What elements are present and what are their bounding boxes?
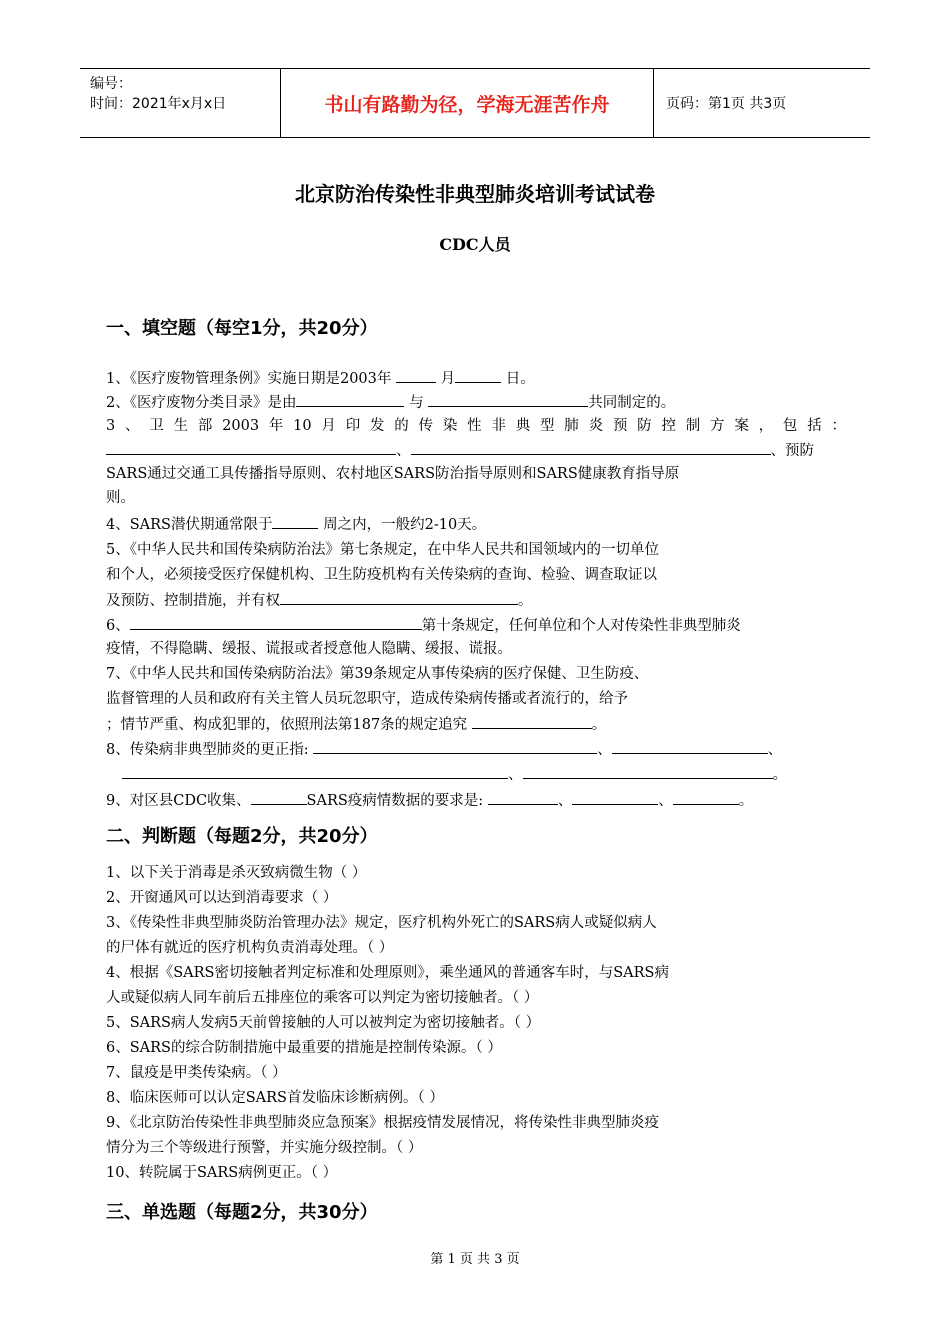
answer-blank[interactable] [106,438,396,455]
answer-blank[interactable] [523,762,773,779]
number-label: 编号： [90,76,132,92]
judge-question-9-line2: 情分为三个等级进行预警，并实施分级控制。（ ） [106,1140,423,1156]
fill-question-7-line2: 监督管理的人员和政府有关主管人员玩忽职守，造成传染病传播或者流行的，给予 [106,691,628,707]
judge-question-6: 6、SARS的综合防制措施中最重要的措施是控制传染源。（ ） [106,1040,502,1056]
header-motto: 书山有路勤为径，学海无涯苦作舟 [281,69,654,137]
section2-heading: 二、判断题（每题2分，共20分） [106,826,378,847]
fill-question-1: 1、《医疗废物管理条例》实施日期是2003年 月 日。 [106,366,846,392]
header-page-info: 页码：第1页 共3页 [666,96,787,112]
fill-question-5: 5、《中华人民共和国传染病防治法》第七条规定，在中华人民共和国领域内的一切单位 [106,542,659,558]
judge-question-7: 7、鼠疫是甲类传染病。（ ） [106,1065,287,1081]
fill-question-4: 4、SARS潜伏期通常限于 周之内，一般约2-10天。 [106,512,846,538]
fill-question-6-line2: 疫情，不得隐瞒、缓报、谎报或者授意他人隐瞒、缓报、谎报。 [106,641,512,657]
judge-question-3-line2: 的尸体有就近的医疗机构负责消毒处理。（ ） [106,940,394,956]
answer-blank[interactable] [411,438,771,455]
judge-question-9: 9、《北京防治传染性非典型肺炎应急预案》根据疫情发展情况，将传染性非典型肺炎疫 [106,1115,659,1131]
header-meta-cell [80,69,281,137]
document-header [80,68,870,138]
fill-question-3-line3: SARS通过交通工具传播指导原则、农村地区SARS防治指导原则和SARS健康教育指导原 [106,466,680,482]
page-title: 北京防治传染性非典型肺炎培训考试试卷 [295,182,655,206]
answer-blank[interactable] [455,366,501,383]
answer-blank[interactable] [313,737,597,754]
fill-question-5-line2: 和个人，必须接受医疗保健机构、卫生防疫机构有关传染病的查询、检验、调查取证以 [106,567,657,583]
judge-question-10: 10、转院属于SARS病例更正。（ ） [106,1165,338,1181]
fill-question-3-line4: 则。 [106,490,135,506]
answer-blank[interactable] [272,512,318,529]
answer-blank[interactable] [673,788,739,805]
answer-blank[interactable] [280,588,518,605]
fill-question-6: 6、 第十条规定，任何单位和个人对传染性非典型肺炎 [106,613,846,639]
answer-blank[interactable] [488,788,558,805]
fill-question-8: 8、传染病非典型肺炎的更正指: 、 、 [106,737,846,763]
judge-question-1: 1、以下关于消毒是杀灭致病微生物（ ） [106,865,367,881]
answer-blank[interactable] [572,788,658,805]
time-label: 时间：2021年x月x日 [90,96,227,112]
fill-question-9: 9、对区县CDC收集、 SARS疫病情数据的要求是: 、 、 。 [106,788,846,814]
page-footer: 第 1 页 共 3 页 [430,1252,520,1267]
answer-blank[interactable] [122,762,508,779]
fill-question-5-line3: 及预防、控制措施，并有权 。 [106,588,846,614]
section3-heading: 三、单选题（每题2分，共30分） [106,1202,378,1223]
judge-question-2: 2、开窗通风可以达到消毒要求（ ） [106,890,338,906]
answer-blank[interactable] [612,737,768,754]
judge-question-3: 3、《传染性非典型肺炎防治管理办法》规定，医疗机构外死亡的SARS病人或疑似病人 [106,915,657,931]
judge-question-5: 5、SARS病人发病5天前曾接触的人可以被判定为密切接触者。（ ） [106,1015,541,1031]
answer-blank[interactable] [472,712,592,729]
fill-question-8-line2: 、 。 [106,762,846,788]
judge-question-4-line2: 人或疑似病人同车前后五排座位的乘客可以判定为密切接触者。（ ） [106,990,539,1006]
answer-blank[interactable] [396,366,436,383]
fill-question-2: 2、《医疗废物分类目录》是由 与 共同制定的。 [106,390,846,416]
answer-blank[interactable] [296,390,404,407]
answer-blank[interactable] [428,390,588,407]
section1-heading: 一、填空题（每空1分，共20分） [106,318,378,339]
judge-question-4: 4、根据《SARS密切接触者判定标准和处理原则》，乘坐通风的普通客车时，与SARS病 [106,965,669,981]
fill-question-7-line3: ；情节严重、构成犯罪的，依照刑法第187条的规定追究 。 [106,712,846,738]
fill-question-3-line2: 、 、预防 [106,438,846,464]
page-subtitle: CDC人员 [439,235,511,254]
judge-question-8: 8、临床医师可以认定SARS首发临床诊断病例。（ ） [106,1090,444,1106]
fill-question-7: 7、《中华人民共和国传染病防治法》第39条规定从事传染病的医疗保健、卫生防疫、 [106,666,649,682]
answer-blank[interactable] [251,788,307,805]
answer-blank[interactable] [130,613,422,630]
fill-question-3: 3、卫生部2003年10月印发的传染性非典型肺炎预防控制方案，包括： [106,418,846,434]
